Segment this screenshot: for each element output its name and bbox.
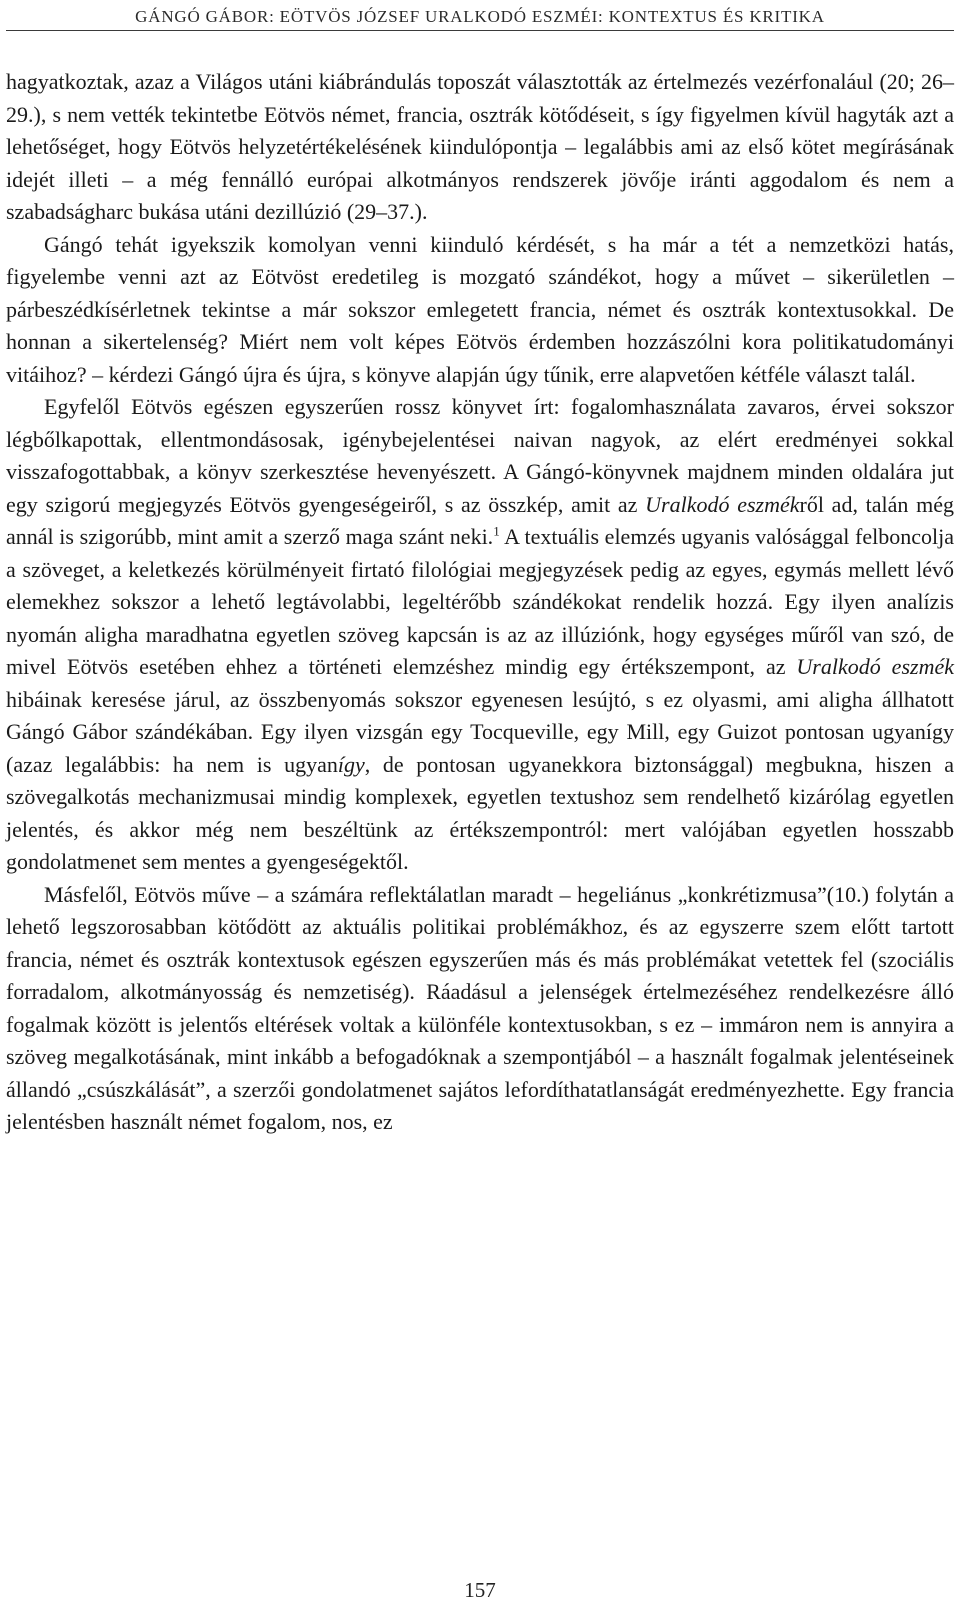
running-head [6, 4, 954, 31]
page-number: 157 [464, 1578, 496, 1602]
article-body [6, 66, 954, 1139]
emphasis-italic: így [337, 751, 365, 777]
running-title: GÁNGÓ GÁBOR: EÖTVÖS JÓZSEF URALKODÓ ESZMÉI: KONTEXTUS ÉS KRITIKA [135, 7, 825, 26]
paragraph-4: Másfelől, Eötvös műve – a számára reflektálatlan maradt – hegeliánus „konkrétizmusa”(10.) folytán a lehető legszorosabban kötődött az aktuális politikai problémákhoz, és az egyszerre szem előtt tartott francia, német és osztrák kontextusok egészen egyszerűen más és más problémákat vetettek fel (szociális forradalom, alkotmányosság és nemzetiség). Ráadásul a jelenségek értelmezéséhez rendelkezésre álló fogalmak között is jelentős eltérések voltak a különféle kontextusokban, s ez – immáron nem is annyira a szöveg megalkotásának, mint inkább a befogadóknak a szempontjából – a használt fogalmak jelentéseinek állandó „csúszkálását”, a szerzői gondolatmenet sajátos lefordíthatatlanságát eredményezhette. Egy francia jelentésben használt német fogalom, nos, ez [6, 881, 954, 1134]
paragraph-3-part-4: hibáinak keresése járul, az összbenyomás sokszor egyenesen lesújtó, s ez olyasmi, ami aligha állhatott Gángó Gábor szándékában. Egy ilyen vizsgán egy Tocqueville, egy Mill, egy Guizot pontosan ugyanígy (azaz legalábbis: ha nem is ugyan [6, 686, 954, 777]
book-title-italic: Uralkodó eszmék [645, 491, 800, 517]
paragraph-3-part-3: A textuális elemzés ugyanis valósággal felboncolja a szöveget, a keletkezés körülményeit firtató filológiai megjegyzések pedig az egyes, egymás mellett lévő elemekhez sokszor a lehető legtávolabbi, legeltérőbb szándékokat rendelik hozzá. Egy ilyen analízis nyomán aligha maradhatna egyetlen szöveg kapcsán is az az illúziónk, hogy egységes műről van szó, de mivel Eötvös esetében ehhez a történeti elemzéshez mindig egy értékszempont, az [6, 524, 955, 679]
footnote-marker[interactable]: 1 [493, 523, 500, 539]
paragraph-1: hagyatkoztak, azaz a Világos utáni kiábrándulás toposzát választották az értelmezés vezérfonalául (20; 26–29.), s nem vették tekintetbe Eötvös német, francia, osztrák kötődéseit, s így figyelmen kívül hagyták azt a lehetőséget, hogy Eötvös helyzetértékelésének kiindulópontja – legalábbis ami az első kötet megírásának idejét illeti – a még fennálló európai alkotmányos rendszerek jövője iránti aggodalom és nem a szabadságharc bukása utáni dezillúzió (29–37.). [6, 69, 954, 224]
paragraph-3 [6, 391, 954, 879]
paragraph-3-part-5: , de pontosan ugyanekkora biztonsággal) megbukna, hiszen a szövegalkotás mechanizmusai mindig komplexek, egyetlen textushoz sem rendelhető kizárólag egyetlen jelentés, és akkor még nem beszéltünk az értékszempontról: mert valójában egyetlen hosszabb gondolatmenet sem mentes a gyengeségektől. [6, 751, 954, 874]
paragraph-3-part-2: ről ad, talán még annál is szigorúbb, mint amit a szerző maga szánt neki. [6, 491, 955, 549]
paragraph-3-part-1: Egyfelől Eötvös egészen egyszerűen rossz könyvet írt: fogalomhasználata zavaros, érvei sokszor légbőlkapottak, ellentmondásosak, igénybejelentései naivan nagyok, az elért eredményei sokkal visszafogottabbak, a könyv szerkesztése hevenyészett. A Gángó-könyvnek majdnem minden oldalára jut egy szigorú megjegyzés Eötvös gyengeségeiről, s az összkép, amit az [6, 394, 954, 517]
paragraph-2: Gángó tehát igyekszik komolyan venni kiinduló kérdését, s ha már a tét a nemzetközi hatás, figyelembe venni azt az Eötvöst eredetileg is mozgató szándékot, hogy a művet – sikerületlen – párbeszédkísérletnek tekintse a már sokszor emlegetett francia, német és osztrák kontextusokkal. De honnan a sikertelenség? Miért nem volt képes Eötvös érdemben hozzászólni kora politikatudományi vitáihoz? – kérdezi Gángó újra és újra, s könyve alapján úgy tűnik, erre alapvetően kétféle választ talál. [6, 231, 954, 387]
book-title-italic: Uralkodó eszmék [796, 654, 954, 679]
